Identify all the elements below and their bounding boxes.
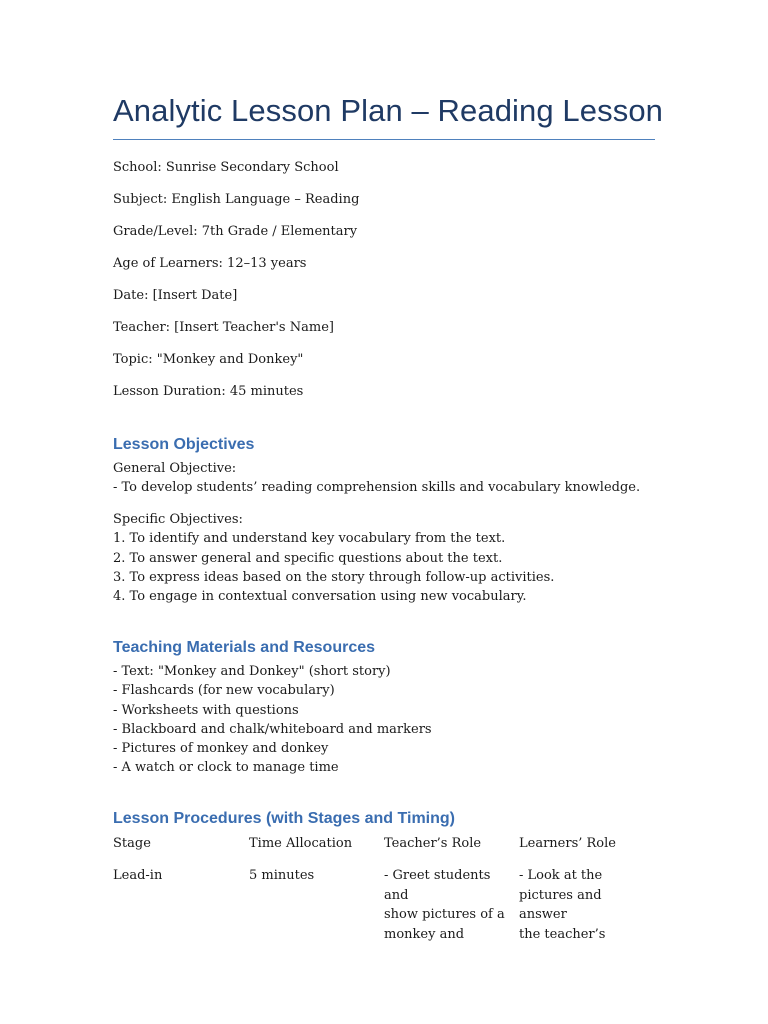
material-item: - Flashcards (for new vocabulary) — [113, 683, 335, 699]
materials-list — [113, 662, 432, 778]
info-grade: Grade/Level: 7th Grade / Elementary — [113, 224, 358, 239]
cell-line: monkey and — [384, 926, 465, 942]
specific-objective-item: 2. To answer general and specific questions about the text. — [113, 550, 503, 566]
general-objective-block — [113, 459, 640, 498]
procedures-heading: Lesson Procedures (with Stages and Timing) — [113, 810, 455, 827]
column-header-learners-role: Learners’ Role — [519, 836, 616, 851]
title-underline — [113, 139, 655, 140]
specific-objective-item: 1. To identify and understand key vocabulary from the text. — [113, 531, 506, 547]
info-topic: Topic: "Monkey and Donkey" — [113, 352, 304, 367]
column-header-time: Time Allocation — [249, 836, 353, 851]
general-objective-label: General Objective: — [113, 461, 237, 476]
cell-line: - Greet students and — [384, 868, 491, 903]
material-item: - Text: "Monkey and Donkey" (short story) — [113, 664, 391, 679]
info-teacher: Teacher: [Insert Teacher's Name] — [113, 320, 334, 335]
material-item: - Worksheets with questions — [113, 702, 299, 718]
cell-line: pictures and answer — [519, 887, 602, 922]
specific-objectives-label: Specific Objectives: — [113, 512, 243, 527]
specific-objective-item: 3. To express ideas based on the story through follow-up activities. — [113, 569, 555, 585]
info-age: Age of Learners: 12–13 years — [113, 256, 307, 271]
material-item: - Pictures of monkey and donkey — [113, 741, 329, 757]
cell-time: 5 minutes — [249, 868, 315, 883]
column-header-stage: Stage — [113, 836, 151, 851]
cell-line: - Look at the — [519, 868, 603, 883]
info-duration: Lesson Duration: 45 minutes — [113, 384, 304, 399]
material-item: - Blackboard and chalk/whiteboard and markers — [113, 721, 432, 737]
cell-learners-role — [519, 866, 651, 944]
cell-stage: Lead-in — [113, 868, 163, 883]
objectives-heading: Lesson Objectives — [113, 436, 255, 453]
cell-line: the teacher’s — [519, 926, 606, 942]
cell-teacher-role — [384, 866, 510, 944]
specific-objectives-block — [113, 510, 554, 606]
info-school: School: Sunrise Secondary School — [113, 160, 339, 175]
document-title: Analytic Lesson Plan – Reading Lesson — [113, 93, 663, 128]
cell-line: show pictures of a — [384, 907, 505, 922]
column-header-teacher-role: Teacher’s Role — [384, 836, 482, 851]
info-date: Date: [Insert Date] — [113, 288, 238, 303]
materials-heading: Teaching Materials and Resources — [113, 639, 376, 656]
material-item: - A watch or clock to manage time — [113, 760, 339, 776]
info-subject: Subject: English Language – Reading — [113, 192, 360, 207]
general-objective-text: - To develop students’ reading comprehension skills and vocabulary knowledge. — [113, 480, 641, 496]
specific-objective-item: 4. To engage in contextual conversation using new vocabulary. — [113, 589, 527, 605]
